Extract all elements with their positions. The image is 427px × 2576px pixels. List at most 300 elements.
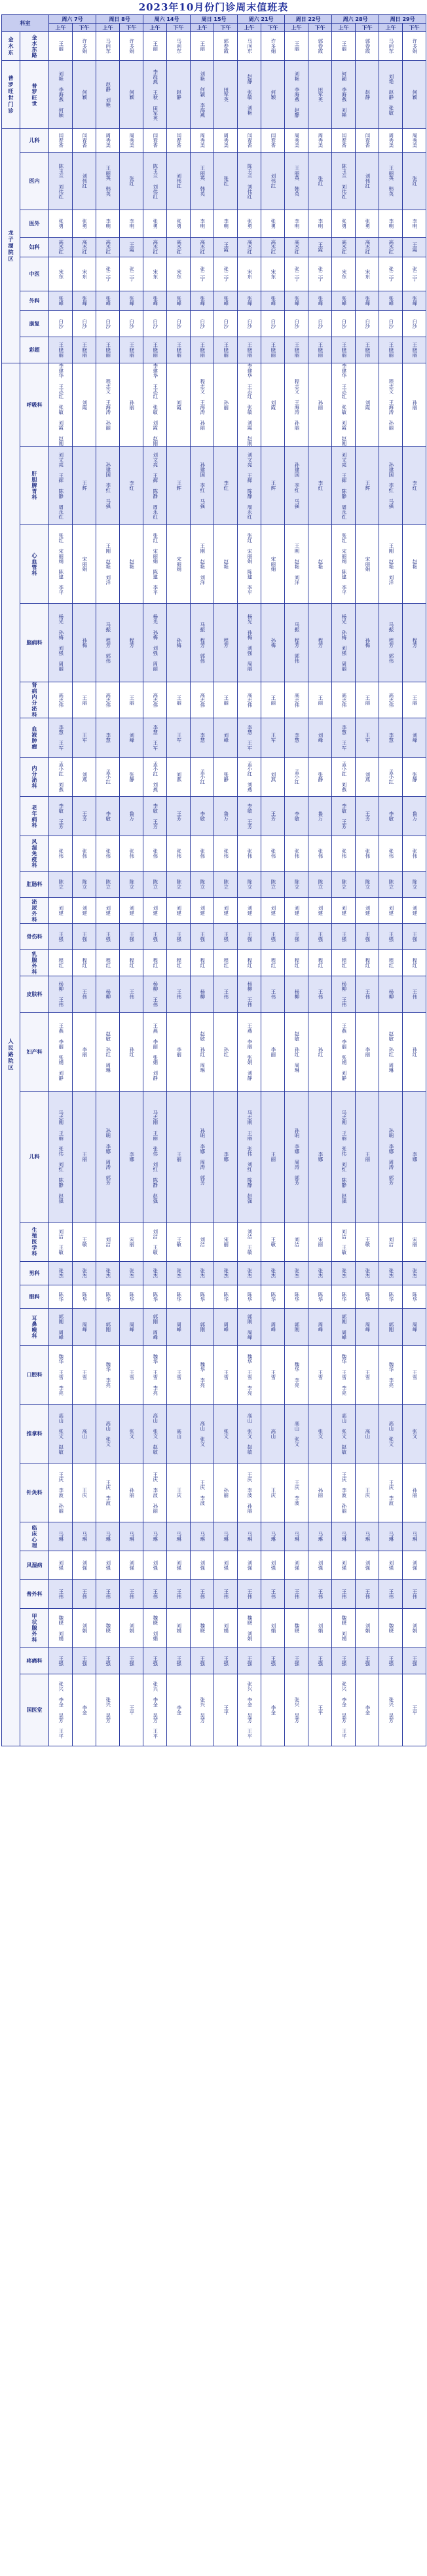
doctor-names: 陈立 — [293, 879, 300, 889]
doctor-names: 刘建 — [176, 906, 182, 915]
doctor-names: 王平 — [223, 1705, 229, 1715]
duty-cell — [120, 1522, 143, 1551]
doctor-names: 郭春霞 — [223, 39, 229, 54]
doctor-names: 刘建 — [341, 906, 347, 915]
duty-cell — [120, 238, 143, 257]
duty-cell — [49, 797, 73, 836]
duty-cell — [167, 311, 191, 337]
duty-cell — [356, 447, 379, 525]
duty-cell — [308, 924, 332, 950]
duty-cell — [143, 976, 167, 1013]
doctor-names: 陈立 — [105, 879, 111, 889]
doctor-names: 李敏 王芳 — [341, 803, 347, 829]
doctor-names: 程志文 王海涛 孙丽 — [105, 379, 111, 430]
doctor-names: 王晓丽 — [81, 342, 88, 358]
duty-cell — [308, 1309, 332, 1346]
doctor-names: 陈立 — [246, 879, 253, 889]
doctor-names: 刘强 — [293, 1560, 300, 1570]
duty-cell — [96, 1522, 120, 1551]
doctor-names: 杨柳 王伟 — [341, 982, 347, 1007]
duty-cell — [332, 604, 356, 682]
duty-cell — [96, 525, 120, 604]
doctor-names: 陈立 — [270, 879, 276, 889]
doctor-names: 高杰红 — [58, 240, 64, 255]
doctor-names: 李慧 王军 — [58, 725, 64, 750]
duty-cell — [191, 976, 214, 1013]
doctor-names: 张兴 李金 吴芳 王平 — [246, 1682, 253, 1739]
doctor-names: 白沙 — [58, 319, 64, 329]
doctor-names: 李敏 王芳 — [246, 803, 253, 829]
doctor-names: 高志伟 — [105, 692, 111, 708]
doctor-names: 王敏 — [364, 1237, 371, 1247]
duty-cell — [308, 129, 332, 153]
half-day-header: 下午 — [120, 24, 143, 32]
doctor-names: 李明 — [388, 219, 394, 229]
duty-cell — [285, 1405, 308, 1463]
duty-cell — [261, 337, 285, 363]
doctor-names: 魏晓 刘娟 — [341, 1615, 347, 1641]
duty-cell — [285, 525, 308, 604]
duty-cell — [120, 291, 143, 311]
duty-cell — [356, 1580, 379, 1609]
doctor-names: 李敏 — [388, 811, 394, 821]
duty-cell — [261, 61, 285, 129]
doctor-names: 张峰 — [105, 296, 111, 306]
doctor-names: 白沙 — [388, 319, 394, 329]
duty-cell — [332, 257, 356, 291]
doctor-names: 李敏 — [105, 811, 111, 821]
duty-cell — [238, 1309, 261, 1346]
duty-cell — [403, 797, 426, 836]
duty-cell — [379, 836, 403, 872]
doctor-names: 王丽 — [293, 41, 300, 51]
duty-cell — [49, 1648, 73, 1674]
duty-cell — [379, 758, 403, 797]
duty-cell — [73, 1674, 96, 1746]
doctor-names: 周秀美 — [293, 133, 300, 148]
duty-cell — [403, 758, 426, 797]
doctor-names: 张静 — [317, 772, 324, 782]
doctor-names: 程志文 王海涛 孙丽 — [293, 379, 300, 430]
doctor-names: 马琳 — [128, 1532, 135, 1541]
duty-cell — [356, 976, 379, 1013]
duty-cell — [49, 1309, 73, 1346]
duty-cell — [120, 61, 143, 129]
department-label: 肾病内分泌科 — [20, 682, 49, 718]
doctor-names: 刘洁 — [105, 1237, 111, 1247]
schedule-row — [2, 976, 426, 1013]
duty-cell — [143, 525, 167, 604]
doctor-names: 刘燕 — [364, 772, 371, 782]
doctor-names: 王庆 — [176, 1488, 182, 1498]
doctor-names: 王辉 — [176, 481, 182, 490]
doctor-names: 孙红 — [317, 1047, 324, 1057]
doctor-names: 马琳 — [105, 1532, 111, 1541]
duty-cell — [73, 363, 96, 447]
doctor-names: 马琳 — [364, 1532, 371, 1541]
schedule-row — [2, 153, 426, 210]
doctor-names: 王伟 — [317, 1589, 324, 1599]
duty-cell — [214, 604, 238, 682]
duty-cell — [379, 872, 403, 898]
doctor-names: 王晓丽 — [411, 342, 418, 358]
doctor-names: 王强 — [223, 932, 229, 942]
duty-cell — [167, 1405, 191, 1463]
duty-cell — [143, 1463, 167, 1522]
doctor-names: 王晓丽 — [246, 342, 253, 358]
duty-cell — [191, 363, 214, 447]
doctor-names: 王敏 — [270, 1237, 276, 1247]
duty-cell — [238, 682, 261, 718]
doctor-names: 王军 — [81, 733, 88, 743]
duty-cell — [73, 682, 96, 718]
schedule-row — [2, 797, 426, 836]
doctor-names: 张二宁 — [105, 267, 111, 282]
duty-cell — [356, 1223, 379, 1262]
duty-cell — [308, 291, 332, 311]
duty-cell — [403, 836, 426, 872]
doctor-names: 王雪 — [364, 1370, 371, 1380]
duty-cell — [73, 1262, 96, 1285]
duty-cell — [191, 1674, 214, 1746]
half-day-header: 下午 — [356, 24, 379, 32]
duty-cell — [308, 836, 332, 872]
duty-cell — [167, 337, 191, 363]
duty-cell — [308, 257, 332, 291]
doctor-names: 高志伟 — [341, 692, 347, 708]
duty-cell — [96, 1262, 120, 1285]
department-label: 心血管科 — [20, 525, 49, 604]
doctor-names: 宋丽 — [411, 1237, 418, 1247]
duty-cell — [96, 1674, 120, 1746]
doctor-names: 陈玉兰 刘伟红 — [58, 163, 64, 199]
doctor-names: 张红 — [317, 176, 324, 186]
doctor-names: 王强 — [176, 1656, 182, 1666]
duty-cell — [261, 1223, 285, 1262]
doctor-names: 张峰 — [199, 296, 206, 306]
duty-cell — [285, 337, 308, 363]
duty-cell — [214, 311, 238, 337]
doctor-names: 李金 — [81, 1705, 88, 1715]
department-label: 针灸科 — [20, 1463, 49, 1522]
duty-cell — [308, 1580, 332, 1609]
duty-cell — [332, 682, 356, 718]
doctor-names: 张伟 — [199, 849, 206, 858]
duty-cell — [356, 525, 379, 604]
duty-cell — [143, 604, 167, 682]
duty-cell — [96, 1648, 120, 1674]
duty-cell — [403, 1013, 426, 1092]
duty-cell — [73, 153, 96, 210]
doctor-names: 张峰 — [246, 296, 253, 306]
schedule-row — [2, 129, 426, 153]
doctor-names: 郭刚 — [293, 1322, 300, 1332]
duty-cell — [49, 363, 73, 447]
duty-cell — [73, 976, 96, 1013]
doctor-names: 陈华 — [388, 1292, 394, 1302]
schedule-row — [2, 1609, 426, 1648]
duty-cell — [120, 1285, 143, 1309]
doctor-names: 刘娟 — [176, 1623, 182, 1633]
doctor-names: 张伟 — [317, 849, 324, 858]
doctor-names: 张杰 — [176, 1268, 182, 1278]
doctor-names: 李丽 — [176, 1047, 182, 1057]
duty-cell — [73, 238, 96, 257]
duty-cell — [96, 1013, 120, 1092]
duty-cell — [143, 1609, 167, 1648]
duty-cell — [332, 1580, 356, 1609]
doctor-names: 刘洁 — [293, 1237, 300, 1247]
duty-cell — [261, 291, 285, 311]
duty-cell — [96, 924, 120, 950]
duty-cell — [379, 1609, 403, 1648]
schedule-row — [2, 1013, 426, 1092]
doctor-names: 陈华 — [364, 1292, 371, 1302]
doctor-names: 王刚 赵艳 刘洋 — [293, 543, 300, 585]
duty-cell — [143, 129, 167, 153]
doctor-names: 高杰红 — [152, 240, 158, 255]
duty-cell — [261, 1463, 285, 1522]
duty-cell — [96, 61, 120, 129]
doctor-names: 王晓丽 — [293, 342, 300, 358]
duty-cell — [332, 153, 356, 210]
duty-cell — [332, 1346, 356, 1405]
doctor-names: 张红 — [128, 176, 135, 186]
duty-cell — [191, 898, 214, 924]
duty-cell — [403, 950, 426, 976]
duty-cell — [214, 1346, 238, 1405]
department-label: 妇产科 — [20, 1013, 49, 1092]
doctor-names: 周秀美 — [317, 133, 324, 148]
doctor-names: 杨柳 — [293, 989, 300, 999]
doctor-names: 程红 — [223, 958, 229, 968]
duty-cell — [191, 872, 214, 898]
duty-cell — [120, 1674, 143, 1746]
doctor-names: 白沙 — [128, 319, 135, 329]
schedule-row — [2, 1223, 426, 1262]
doctor-names: 张伟 — [293, 849, 300, 858]
duty-cell — [238, 872, 261, 898]
doctor-names: 赵敏 孙红 周琳 — [388, 1031, 394, 1073]
doctor-names: 王伟 — [223, 1589, 229, 1599]
duty-cell — [73, 758, 96, 797]
duty-cell — [120, 836, 143, 872]
doctor-names: 鲁万 — [128, 811, 135, 821]
doctor-names: 刘峰 — [317, 733, 324, 743]
doctor-names: 孙丽 — [223, 399, 229, 410]
doctor-names: 高山 — [270, 1429, 276, 1439]
duty-cell — [332, 32, 356, 61]
duty-cell — [96, 363, 120, 447]
schedule-row — [2, 1092, 426, 1223]
duty-cell — [308, 61, 332, 129]
duty-cell — [143, 238, 167, 257]
doctor-names: 李金 — [176, 1705, 182, 1715]
duty-cell — [356, 257, 379, 291]
duty-cell — [238, 1013, 261, 1092]
doctor-names: 何颖 李海燕 刘艳 — [341, 71, 347, 118]
department-label: 乳腺外科 — [20, 950, 49, 976]
doctor-names: 白沙 — [152, 319, 158, 329]
duty-cell — [332, 291, 356, 311]
department-label: 老年病科 — [20, 797, 49, 836]
duty-cell — [73, 257, 96, 291]
doctor-names: 王强 — [176, 932, 182, 942]
duty-cell — [403, 1405, 426, 1463]
duty-cell — [96, 291, 120, 311]
duty-cell — [332, 1405, 356, 1463]
doctor-names: 刘强 — [246, 1560, 253, 1570]
duty-cell — [379, 950, 403, 976]
doctor-names: 高山 张文 — [293, 1421, 300, 1446]
duty-cell — [120, 311, 143, 337]
doctor-names: 马琳 — [58, 1532, 64, 1541]
duty-cell — [379, 363, 403, 447]
doctor-names: 高杰红 — [176, 240, 182, 255]
department-label: 脑病科 — [20, 604, 49, 682]
doctor-names: 张兴 吴芳 — [293, 1697, 300, 1723]
duty-cell — [379, 210, 403, 238]
doctor-names: 王强 — [411, 932, 418, 942]
doctor-names: 白沙 — [223, 319, 229, 329]
doctor-names: 王军 — [270, 733, 276, 743]
duty-cell — [167, 525, 191, 604]
doctor-names: 王丽 — [364, 695, 371, 705]
schedule-row — [2, 1346, 426, 1405]
duty-cell — [332, 363, 356, 447]
half-day-header: 下午 — [73, 24, 96, 32]
duty-cell — [167, 797, 191, 836]
duty-cell — [403, 363, 426, 447]
duty-cell — [73, 1522, 96, 1551]
duty-cell — [191, 1346, 214, 1405]
doctor-names: 魏华 李亮 — [105, 1362, 111, 1388]
department-label: 中医 — [20, 257, 49, 291]
duty-cell — [191, 604, 214, 682]
doctor-names: 李红 — [128, 481, 135, 490]
doctor-names: 张勇 — [270, 219, 276, 229]
duty-cell — [191, 311, 214, 337]
doctor-names: 白沙 — [270, 319, 276, 329]
doctor-names: 郭刚 周峰 — [341, 1314, 347, 1340]
doctor-names: 王霞 — [317, 242, 324, 252]
duty-cell — [214, 718, 238, 758]
duty-cell — [49, 836, 73, 872]
duty-cell — [379, 337, 403, 363]
duty-cell — [120, 682, 143, 718]
schedule-row — [2, 1463, 426, 1522]
doctor-names: 杨光 孙梅 刘强 周丽 — [246, 614, 253, 671]
duty-cell — [379, 1262, 403, 1285]
duty-cell — [96, 447, 120, 525]
duty-cell — [238, 797, 261, 836]
duty-cell — [261, 924, 285, 950]
duty-cell — [356, 898, 379, 924]
duty-cell — [143, 1674, 167, 1746]
doctor-names: 刘建 — [388, 906, 394, 915]
doctor-names: 马琳 — [199, 1532, 206, 1541]
doctor-names: 王伟 — [293, 1589, 300, 1599]
duty-cell — [238, 129, 261, 153]
doctor-names: 孙建国 李红 马强 — [388, 462, 394, 509]
schedule-row — [2, 525, 426, 604]
schedule-row — [2, 898, 426, 924]
doctor-names: 张兴 李金 吴芳 王平 — [152, 1682, 158, 1739]
duty-cell — [167, 153, 191, 210]
doctor-names: 程红 — [364, 958, 371, 968]
duty-cell — [96, 153, 120, 210]
duty-cell — [261, 1262, 285, 1285]
doctor-names: 赵静 张敏 刘艳 — [246, 74, 253, 115]
duty-cell — [73, 797, 96, 836]
doctor-names: 刘建 — [128, 906, 135, 915]
doctor-names: 刘娟 — [223, 1623, 229, 1633]
doctor-names: 刘洁 王敏 — [152, 1229, 158, 1255]
duty-cell — [143, 32, 167, 61]
duty-cell — [308, 682, 332, 718]
duty-cell — [356, 836, 379, 872]
duty-cell — [332, 1092, 356, 1223]
department-label: 骨伤科 — [20, 924, 49, 950]
doctor-names: 张勇 — [176, 219, 182, 229]
doctor-names: 陈华 — [199, 1292, 206, 1302]
doctor-names: 王晓丽 — [152, 342, 158, 358]
duty-cell — [332, 61, 356, 129]
duty-cell — [143, 898, 167, 924]
doctor-names: 白沙 — [364, 319, 371, 329]
duty-cell — [96, 1285, 120, 1309]
duty-cell — [49, 1223, 73, 1262]
duty-cell — [214, 1522, 238, 1551]
doctor-names: 张兴 吴芳 — [105, 1697, 111, 1723]
doctor-names: 张文 — [223, 1429, 229, 1439]
doctor-names: 赵敏 孙红 周琳 — [293, 1031, 300, 1073]
duty-cell — [96, 257, 120, 291]
department-label: 肝胆脾胃科 — [20, 447, 49, 525]
doctor-names: 王雪 — [270, 1370, 276, 1380]
duty-cell — [73, 1580, 96, 1609]
doctor-names: 王伟 — [58, 1589, 64, 1599]
doctor-names: 张静 — [128, 772, 135, 782]
duty-cell — [191, 1551, 214, 1580]
duty-cell — [285, 32, 308, 61]
schedule-row — [2, 1309, 426, 1346]
duty-cell — [285, 153, 308, 210]
duty-cell — [379, 129, 403, 153]
doctor-names: 刘洁 王敏 — [58, 1229, 64, 1255]
duty-cell — [403, 153, 426, 210]
schedule-row — [2, 1674, 426, 1746]
duty-cell — [191, 797, 214, 836]
duty-cell — [308, 718, 332, 758]
duty-cell — [238, 1551, 261, 1580]
duty-cell — [403, 1463, 426, 1522]
duty-cell — [261, 1309, 285, 1346]
duty-cell — [238, 238, 261, 257]
doctor-names: 孟小红 刘燕 — [341, 762, 347, 792]
duty-cell — [308, 525, 332, 604]
doctor-names: 王强 — [199, 932, 206, 942]
duty-cell — [379, 1223, 403, 1262]
duty-cell — [96, 1463, 120, 1522]
doctor-names: 郭刚 周峰 — [152, 1314, 158, 1340]
doctor-names: 张二宁 — [388, 267, 394, 282]
duty-cell — [238, 363, 261, 447]
doctor-names: 张静 — [223, 772, 229, 782]
duty-cell — [191, 291, 214, 311]
duty-cell — [214, 238, 238, 257]
department-label: 彩超 — [20, 337, 49, 363]
